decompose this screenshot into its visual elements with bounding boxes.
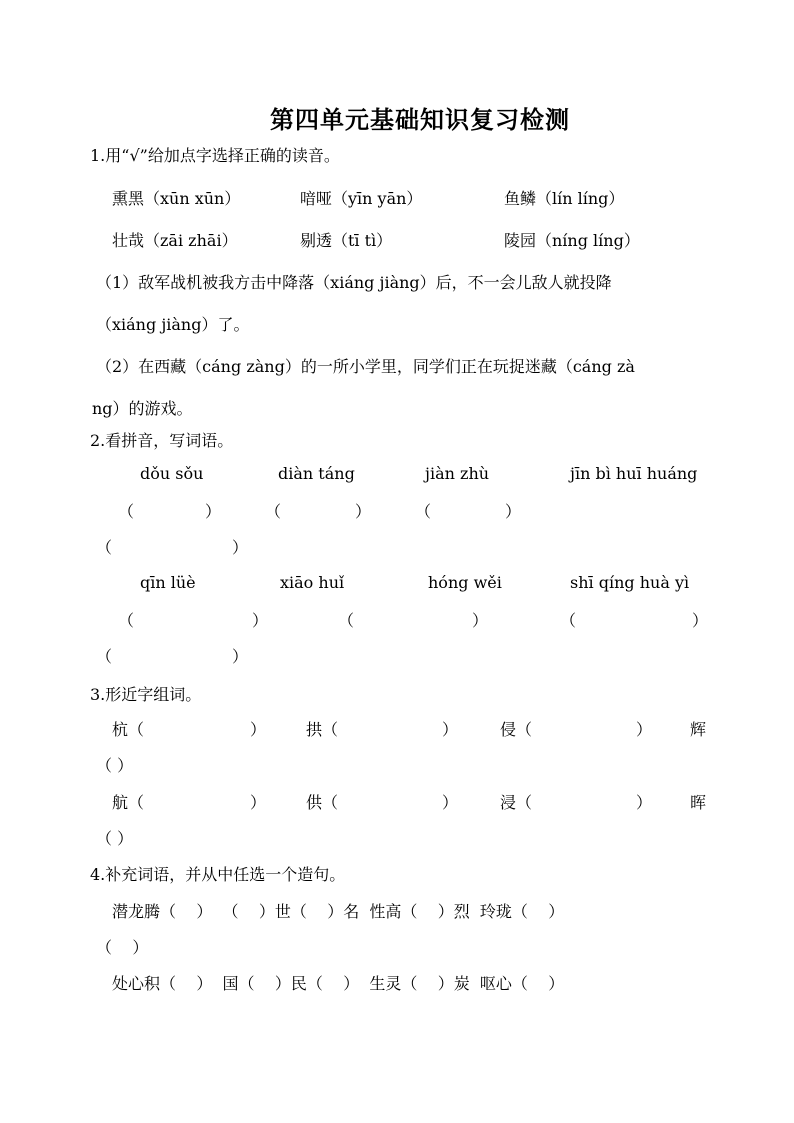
- q1-item: 剔透（tī tì）: [300, 231, 393, 250]
- q1-sentence-2a: （2）在西藏（cáng zàng）的一所小学里，同学们正在玩捉迷藏（cáng zà: [96, 357, 635, 376]
- q1-sentence-2b: ng）的游戏。: [92, 399, 193, 418]
- q1-heading: 1.用“√”给加点字选择正确的读音。: [90, 146, 340, 165]
- q3-blank-close: ）: [442, 793, 459, 812]
- q4-line-1b: （ ）: [96, 938, 149, 957]
- q3-char: 晖: [690, 793, 707, 812]
- q3-char: 杭（: [112, 720, 145, 739]
- answer-blank-open: （: [338, 611, 355, 630]
- answer-blank-close: ）: [252, 611, 269, 630]
- answer-blank-close: ）: [692, 611, 709, 630]
- q1-item: 鱼鳞（lín líng）: [504, 189, 625, 208]
- pinyin: shī qíng huà yì: [570, 573, 690, 592]
- pinyin: xiāo huǐ: [280, 573, 345, 592]
- q1-item: 喑哑（yīn yān）: [300, 189, 423, 208]
- answer-blank-open: （: [96, 647, 113, 666]
- answer-blank-close: ）: [355, 502, 372, 521]
- q3-blank-close: ）: [442, 720, 459, 739]
- q1-sentence-1b: （xiáng jiàng）了。: [96, 315, 250, 334]
- q3-char: 辉: [690, 720, 707, 739]
- answer-blank-open: （: [265, 502, 282, 521]
- q1-item: 熏黑（xūn xūn）: [112, 189, 241, 208]
- pinyin: jiàn zhù: [425, 464, 490, 483]
- q4-line-2: 处心积（ ） 国（ ）民（ ） 生灵（ ）炭 呕心（ ）: [112, 974, 565, 993]
- q3-blank-close: ）: [636, 720, 653, 739]
- q1-sentence-1a: （1）敌军战机被我方击中降落（xiáng jiàng）后，不一会儿敌人就投降: [96, 273, 612, 292]
- q3-char: 航（: [112, 793, 145, 812]
- q4-line-1: 潜龙腾（ ） （ ）世（ ）名 性高（ ）烈 玲珑（ ）: [112, 902, 565, 921]
- pinyin: diàn táng: [278, 464, 355, 483]
- q1-item: 壮哉（zāi zhāi）: [112, 231, 238, 250]
- page-title: 第四单元基础知识复习检测: [270, 105, 570, 134]
- answer-blank-open: （: [415, 502, 432, 521]
- answer-blank-open: （: [96, 538, 113, 557]
- q2-heading: 2.看拼音，写词语。: [90, 431, 234, 450]
- answer-blank-close: ）: [205, 502, 222, 521]
- pinyin: jīn bì huī huáng: [570, 464, 698, 483]
- q3-blank-close: ）: [250, 720, 267, 739]
- q1-item: 陵园（níng líng）: [504, 231, 640, 250]
- q3-heading: 3.形近字组词。: [90, 685, 202, 704]
- q3-char: 浸（: [500, 793, 533, 812]
- q3-blank: （ ）: [96, 756, 134, 775]
- q3-char: 侵（: [500, 720, 533, 739]
- q3-blank: （ ）: [96, 829, 134, 848]
- q4-heading: 4.补充词语，并从中任选一个造句。: [90, 865, 346, 884]
- answer-blank-close: ）: [505, 502, 522, 521]
- answer-blank-close: ）: [232, 538, 249, 557]
- q3-blank-close: ）: [250, 793, 267, 812]
- q3-char: 拱（: [306, 720, 339, 739]
- q3-blank-close: ）: [636, 793, 653, 812]
- answer-blank-open: （: [560, 611, 577, 630]
- pinyin: qīn lüè: [140, 573, 196, 592]
- answer-blank-close: ）: [232, 647, 249, 666]
- pinyin: dǒu sǒu: [140, 464, 204, 483]
- answer-blank-close: ）: [472, 611, 489, 630]
- q3-char: 供（: [306, 793, 339, 812]
- pinyin: hóng wěi: [428, 573, 502, 592]
- answer-blank-open: （: [118, 502, 135, 521]
- answer-blank-open: （: [118, 611, 135, 630]
